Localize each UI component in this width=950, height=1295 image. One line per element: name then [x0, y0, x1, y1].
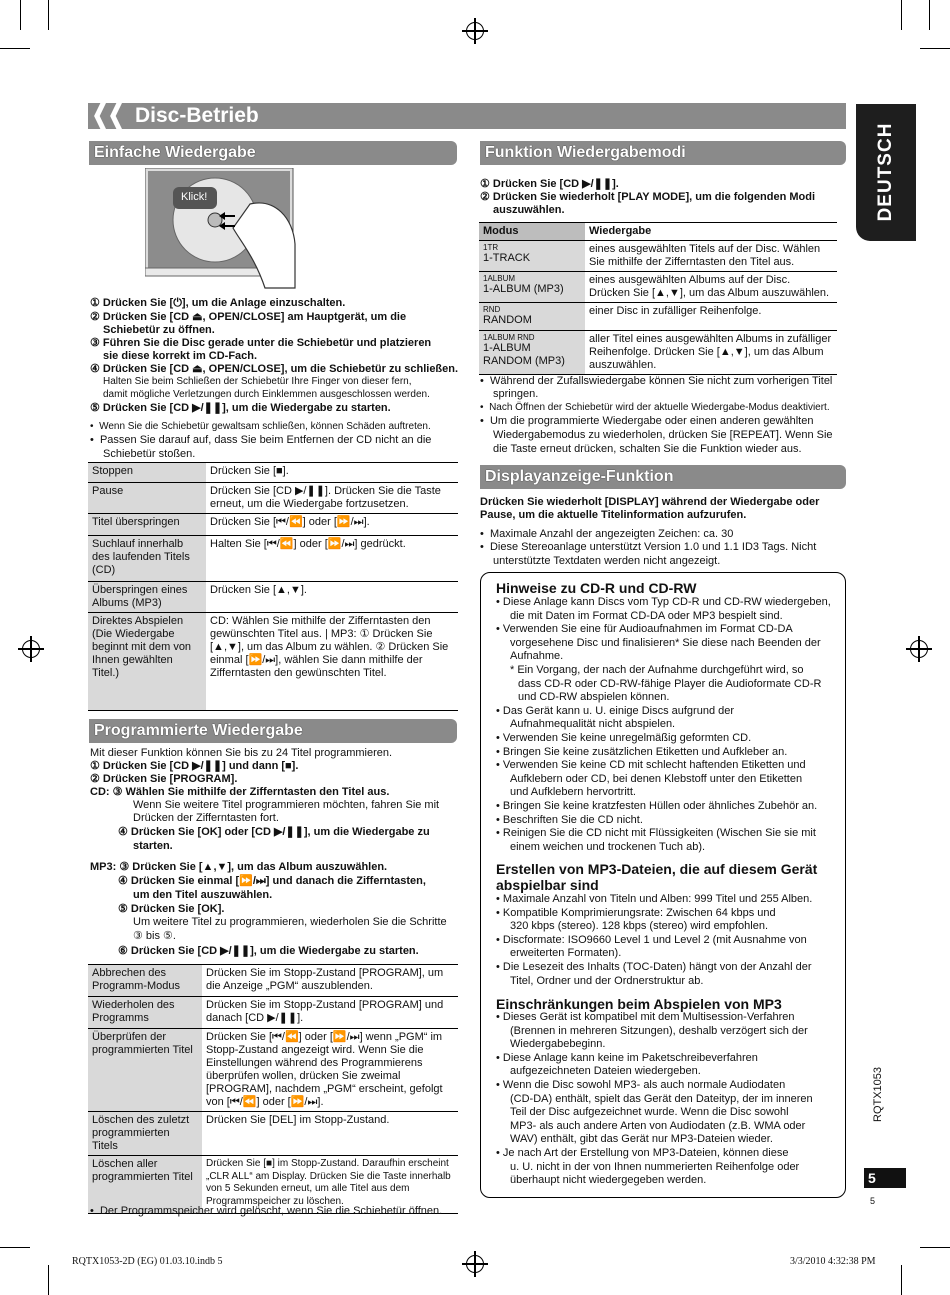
table-row: Überspringen eines Albums (MP3) Drücken Sie [▲,▼]. [88, 582, 458, 613]
list-item: • Verwenden Sie keine unregelmäßig geformten CD. [496, 732, 752, 744]
list-item: • Das Gerät kann u. U. einige Discs aufgrund der [496, 704, 735, 717]
bullet-item: • Während der Zufallswiedergabe können Sie nicht zum vorherigen Titel [480, 375, 833, 387]
step-text: ④ Drücken Sie [CD ⏏, OPEN/CLOSE], um die Schiebetür zu schließen. [90, 363, 459, 375]
list-item: 320 kbps (stereo). 128 kbps (stereo) wird empfohlen. [510, 920, 769, 933]
list-item: WAV) enthält, gibt das Gerät nur MP3-Dateien wieder. [510, 1133, 773, 1146]
list-item: Teil der Disc aufgezeichnet wurde. Wenn die Disc sowohl [510, 1106, 789, 1119]
step-text: ④ Drücken Sie [OK] oder [CD ▶/❚❚], um die Wiedergabe zu [118, 826, 430, 838]
list-item: • Maximale Anzahl von Titeln und Alben: 999 Titel und 255 Alben. [496, 893, 813, 905]
list-item: • Reinigen Sie die CD nicht mit Flüssigkeiten (Wischen Sie sie mit [496, 827, 816, 840]
step-text: ② Drücken Sie wiederholt [PLAY MODE], um die folgenden Modi [480, 191, 816, 203]
step-text: ① Drücken Sie [⏻], um die Anlage einzuschalten. [90, 297, 346, 309]
table-row: Löschen des zuletzt programmierten Titels Drücken Sie [DEL] im Stopp-Zustand. [88, 1112, 458, 1156]
step-text: ③ bis ⑤. [133, 930, 176, 942]
step-text: CD: ③ Wählen Sie mithilfe der Zifferntasten den Titel aus. [90, 786, 390, 798]
disc-insert-illustration [145, 168, 297, 290]
step-text: ① Drücken Sie [CD ▶/❚❚]. [480, 178, 619, 190]
bullet-item: Schiebetür stoßen. [103, 448, 196, 460]
instruction-text: Pause, um die aktuelle Titelinformation aufzurufen. [480, 509, 747, 521]
note-text: Halten Sie beim Schließen der Schiebetür Ihre Finger von dieser fern, [103, 376, 412, 387]
bullet-item: springen. [493, 388, 539, 400]
list-item: • Diese Anlage kann keine im Paketschreibeverfahren [496, 1051, 758, 1064]
section-header: Programmierte Wiedergabe [89, 719, 457, 743]
step-text: um den Titel auszuwählen. [133, 889, 273, 901]
list-item: MP3- als auch andere Arten von Audiodaten (z.B. WMA oder [510, 1119, 806, 1132]
list-item: • Beschriften Sie die CD nicht. [496, 813, 643, 826]
bullet-item: • Um die programmierte Wiedergabe oder einen anderen gewählten [480, 415, 814, 427]
footer-date: 3/3/2010 4:32:38 PM [790, 1256, 876, 1267]
section-header: Funktion Wiedergabemodi [480, 141, 846, 165]
table-row: Modus Wiedergabe [479, 223, 837, 241]
list-item: Wiedergabebeginn. [510, 1038, 606, 1051]
step-text: starten. [133, 840, 173, 852]
list-item: • Wenn die Disc sowohl MP3- als auch normale Audiodaten [496, 1079, 786, 1091]
list-item: Aufnahmequalität nicht abspielen. [510, 718, 676, 731]
bullet-item: • Maximale Anzahl der angezeigten Zeichen: ca. 30 [480, 528, 734, 540]
bullet-item: • Wenn Sie die Schiebetür gewaltsam schließen, können Schäden auftreten. [90, 421, 431, 432]
list-item: (Brennen in mehreren Sitzungen), deshalb verzögert sich der [510, 1024, 808, 1037]
registration-mark-icon [910, 640, 928, 658]
list-item: erweiterten Formaten). [510, 947, 622, 960]
registration-mark-icon [466, 1255, 484, 1273]
list-item: • Dieses Gerät ist kompatibel mit dem Multisession-Verfahren [496, 1011, 795, 1023]
program-table [88, 964, 458, 1214]
list-item: und Aufklebern hervortritt. [510, 786, 636, 799]
table-row: 1ALBUM 1-ALBUM (MP3) eines ausgewählten Albums auf der Disc. Drücken Sie [▲,▼], um das Album auszuwählen. [479, 272, 837, 303]
list-item: • Kompatible Komprimierungsrate: Zwischen 64 kbps und [496, 906, 776, 919]
step-text: auszuwählen. [493, 204, 565, 216]
list-item: • Je nach Art der Erstellung von MP3-Dateien, können diese [496, 1147, 789, 1159]
model-number: RQTX1053 [872, 1066, 884, 1122]
registration-mark-icon [466, 22, 484, 40]
language-tab: DEUTSCH [856, 104, 916, 241]
step-text: ② Drücken Sie [PROGRAM]. [90, 773, 238, 785]
list-item: vorgesehene Disc und finalisieren* Sie diese nach Beenden der [510, 636, 821, 649]
intro-text: Mit dieser Funktion können Sie bis zu 24 Titel programmieren. [90, 747, 393, 759]
table-row: RND RANDOM einer Disc in zufälliger Reihenfolge. [479, 303, 837, 331]
step-text: Drücken der Zifferntasten fort. [133, 812, 279, 824]
list-item: • Verwenden Sie keine CD mit schlecht haftenden Etiketten und [496, 759, 806, 772]
operation-table [88, 462, 458, 711]
list-item: Titel, Ordner und der Ordnerstruktur ab. [510, 974, 704, 987]
bullet-item: • Der Programmspeicher wird gelöscht, wenn Sie die Schiebetür öffnen. [90, 1205, 443, 1217]
subheading: Hinweise zu CD-R und CD-RW [496, 580, 697, 596]
step-text: ⑥ Drücken Sie [CD ▶/❚❚], um die Wiedergabe zu starten. [118, 945, 419, 957]
step-text: Wenn Sie weitere Titel programmieren möchten, fahren Sie mit [133, 799, 440, 811]
list-item: • Bringen Sie keine zusätzlichen Etiketten und Aufkleber an. [496, 745, 788, 758]
list-item: aufgezeichneten Dateien wiedergeben. [510, 1065, 701, 1078]
bullet-item: Wiedergabemodus zu wiederholen, drücken Sie [REPEAT]. Wenn Sie [493, 429, 833, 441]
list-item: • Discformate: ISO9660 Level 1 und Level 2 (mit Ausnahme von [496, 933, 807, 946]
step-text: ② Drücken Sie [CD ⏏, OPEN/CLOSE] am Hauptgerät, um die [90, 311, 407, 323]
subheading: Einschränkungen beim Abspielen von MP3 [496, 996, 782, 1012]
list-item: und CD-RW abspielen können. [518, 691, 670, 704]
click-label: Klick! [181, 191, 208, 203]
table-row: Abbrechen des Programm-Modus Drücken Sie im Stopp-Zustand [PROGRAM], um die Anzeige „PGM“ auszublenden. [88, 965, 458, 997]
table-row: Überprüfen der programmierten Titel Drücken Sie [⏮/⏪] oder [⏩/⏭] wenn „PGM“ im Stopp-Zustand angezeigt wird. Wenn Sie die Einstellungen während des Programmierens überprüfen wollen, drücken Sie zweimal [PROGRAM], nachdem „PGM“ erscheint, gefolgt von [⏮/⏪] oder [⏩/⏭]. [88, 1029, 458, 1112]
table-row: Wiederholen des Programms Drücken Sie im Stopp-Zustand [PROGRAM] und danach [CD ▶/❚❚]. [88, 997, 458, 1029]
list-item: • Verwenden Sie eine für Audioaufnahmen im Format CD-DA [496, 623, 793, 636]
page-number-small: 5 [870, 1196, 876, 1206]
instruction-text: Drücken Sie wiederholt [DISPLAY] während der Wiedergabe oder [480, 496, 820, 508]
bullet-item: unterstützte Textdaten werden nicht angezeigt. [493, 555, 721, 567]
table-row: Direktes Abspielen (Die Wiedergabe beginnt mit dem von Ihnen gewählten Titel.) CD: Wählen Sie mithilfe der Zifferntasten den gewünschten Titel aus. | MP3: ① Drücken Sie [▲,▼], um das Album zu wählen. ② Drücken Sie einmal [⏩/⏭], wählen Sie dann mithilfe der Zifferntasten den gewünschten Titel. [88, 613, 458, 711]
page-number: 5 [864, 1168, 906, 1188]
list-item: dass CD-R oder CD-RW-fähige Player die Audioformate CD-R [518, 677, 822, 690]
table-row: 1TR 1-TRACK eines ausgewählten Titels auf der Disc. Wählen Sie mithilfe der Zifferntasten den Titel aus. [479, 241, 837, 272]
note-text: damit mögliche Verletzungen durch Einklemmen ausgeschlossen werden. [103, 389, 430, 400]
step-text: Um weitere Titel zu programmieren, wiederholen Sie die Schritte [133, 916, 447, 928]
list-item: * Ein Vorgang, der nach der Aufnahme durchgeführt wird, so [510, 664, 804, 676]
list-item: u. U. nicht in der von Ihnen nummerierten Reihenfolge oder [510, 1160, 800, 1173]
section-header: Einfache Wiedergabe [89, 141, 457, 165]
subheading: abspielbar sind [496, 877, 599, 893]
bullet-item: • Nach Öffnen der Schiebetür wird der aktuelle Wiedergabe-Modus deaktiviert. [480, 402, 830, 413]
list-item: Aufklebern oder CD, bei denen Klebstoff unter den Etiketten [510, 772, 803, 785]
table-row: Stoppen Drücken Sie [■]. [88, 463, 458, 483]
list-item: • Bringen Sie keine kratzfesten Hüllen oder ähnliches Zubehör an. [496, 800, 818, 812]
step-text: ⑤ Drücken Sie [CD ▶/❚❚], um die Wiedergabe zu starten. [90, 402, 391, 414]
list-item: einem weichen und trockenen Tuch ab). [510, 840, 706, 853]
step-text: MP3: ③ Drücken Sie [▲,▼], um das Album auszuwählen. [90, 861, 388, 873]
bullet-item: die Taste erneut drücken, schalten Sie die Funktion wieder aus. [493, 443, 802, 455]
table-row: Suchlauf innerhalb des laufenden Titels (CD) Halten Sie [⏮/⏪] oder [⏩/⏭] gedrückt. [88, 536, 458, 582]
step-text: sie diese korrekt im CD-Fach. [103, 350, 258, 362]
subheading: Erstellen von MP3-Dateien, die auf diesem Gerät [496, 861, 818, 877]
step-text: Schiebetür zu öffnen. [103, 324, 215, 336]
step-text: ⑤ Drücken Sie [OK]. [118, 903, 225, 915]
list-item: die mit Daten im Format CD-DA oder MP3 bespielt sind. [510, 609, 783, 622]
bullet-item: • Passen Sie darauf auf, dass Sie beim Entfernen der CD nicht an die [90, 434, 432, 446]
list-item: überhaupt nicht wiedergegeben werden. [510, 1174, 707, 1187]
table-row: Pause Drücken Sie [CD ▶/❚❚]. Drücken Sie die Taste erneut, um die Wiedergabe fortzusetzen. [88, 483, 458, 514]
footer-file: RQTX1053-2D (EG) 01.03.10.indb 5 [72, 1256, 223, 1267]
section-header: Displayanzeige-Funktion [480, 465, 846, 489]
table-row: Löschen aller programmierten Titel Drücken Sie [■] im Stopp-Zustand. Daraufhin erscheint „CLR ALL“ am Display. Drücken Sie die Taste innerhalb von 5 Sekunden erneut, um alle Titel aus dem Programmspeicher zu löschen. [88, 1156, 458, 1214]
step-text: ① Drücken Sie [CD ▶/❚❚] und dann [■]. [90, 760, 299, 772]
registration-mark-icon [22, 640, 40, 658]
page-title: Disc-Betrieb [135, 104, 259, 127]
table-row: 1ALBUM RND 1-ALBUM RANDOM (MP3) aller Titel eines ausgewählten Albums in zufälliger Reihenfolge. Drücken Sie [▲,▼], um das Album auszuwählen. [479, 331, 837, 375]
table-row: Titel überspringen Drücken Sie [⏮/⏪] oder [⏩/⏭]. [88, 514, 458, 536]
list-item: (CD-DA) enthält, spielt das Gerät den Dateityp, der im inneren [510, 1092, 813, 1105]
step-text: ③ Führen Sie die Disc gerade unter die Schiebetür und platzieren [90, 337, 432, 349]
list-item: • Diese Anlage kann Discs vom Typ CD-R und CD-RW wiedergeben, [496, 596, 831, 608]
step-text: ④ Drücken Sie einmal [⏩/⏭] und danach die Zifferntasten, [118, 875, 426, 887]
list-item: Aufnahme. [510, 650, 564, 663]
mode-table [479, 222, 837, 375]
list-item: • Die Lesezeit des Inhalts (TOC-Daten) hängt von der Anzahl der [496, 961, 812, 973]
bullet-item: • Diese Stereoanlage unterstützt Version 1.0 und 1.1 ID3 Tags. Nicht [480, 541, 817, 553]
